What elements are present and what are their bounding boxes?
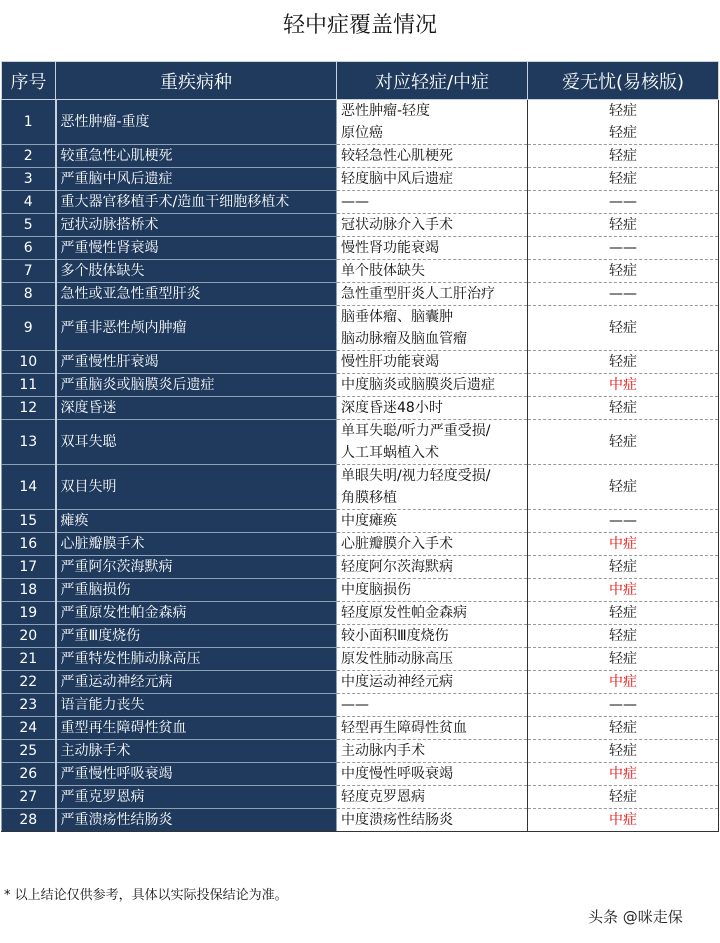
mild-condition-line: 原位癌 [341, 125, 383, 141]
coverage-result-line: 轻症 [609, 217, 637, 233]
row-number: 19 [2, 602, 56, 625]
table-row [2, 510, 719, 533]
mild-condition [337, 237, 528, 260]
row-number: 25 [2, 740, 56, 763]
table-row [2, 397, 719, 420]
coverage-result [528, 763, 719, 786]
coverage-result-line: 轻症 [609, 400, 637, 416]
coverage-result [528, 648, 719, 671]
table-row [2, 740, 719, 763]
coverage-result [528, 351, 719, 374]
coverage-result [528, 740, 719, 763]
mild-condition-line: 冠状动脉介入手术 [341, 217, 453, 233]
mild-condition-line: —— [341, 194, 369, 210]
coverage-result-line: 轻症 [609, 651, 637, 667]
mild-condition-line: 心脏瓣膜介入手术 [341, 536, 453, 552]
coverage-result-line: 中症 [609, 674, 637, 690]
mild-condition-line: 较轻急性心肌梗死 [341, 148, 453, 164]
row-number: 14 [2, 465, 56, 510]
row-number: 26 [2, 763, 56, 786]
coverage-result-line: 轻症 [609, 789, 637, 805]
coverage-result [528, 191, 719, 214]
table-row [2, 374, 719, 397]
coverage-result-line: 轻症 [609, 559, 637, 575]
mild-condition [337, 191, 528, 214]
mild-condition [337, 648, 528, 671]
row-number: 11 [2, 374, 56, 397]
mild-condition [337, 786, 528, 809]
mild-condition [337, 283, 528, 306]
mild-condition [337, 579, 528, 602]
coverage-result [528, 397, 719, 420]
row-number: 24 [2, 717, 56, 740]
mild-condition-line: 中度运动神经元病 [341, 674, 453, 690]
row-number: 5 [2, 214, 56, 237]
mild-condition-line: 中度溃疡性结肠炎 [341, 812, 453, 828]
coverage-result-line: 中症 [609, 766, 637, 782]
coverage-table [1, 61, 719, 832]
coverage-result-line: 轻症 [609, 720, 637, 736]
coverage-result-line: 轻症 [609, 743, 637, 759]
row-number: 22 [2, 671, 56, 694]
disease-name: 严重慢性呼吸衰竭 [56, 763, 337, 786]
coverage-result [528, 283, 719, 306]
coverage-result-line: 轻症 [609, 320, 637, 336]
coverage-result-line: 轻症 [609, 628, 637, 644]
table-row [2, 465, 719, 510]
mild-condition-line: 轻度克罗恩病 [341, 789, 425, 805]
table-row [2, 283, 719, 306]
row-number: 3 [2, 168, 56, 191]
disease-name: 冠状动脉搭桥术 [56, 214, 337, 237]
coverage-result [528, 556, 719, 579]
mild-condition [337, 374, 528, 397]
coverage-result-line: 中症 [609, 536, 637, 552]
disease-name: 语言能力丧失 [56, 694, 337, 717]
mild-condition-line: 中度脑炎或脑膜炎后遗症 [341, 377, 495, 393]
disease-name: 重型再生障碍性贫血 [56, 717, 337, 740]
coverage-result [528, 579, 719, 602]
mild-condition-line: 轻度脑中风后遗症 [341, 171, 453, 187]
coverage-result-line: 轻症 [609, 354, 637, 370]
mild-condition [337, 809, 528, 832]
coverage-result [528, 809, 719, 832]
coverage-result [528, 786, 719, 809]
table-row [2, 260, 719, 283]
mild-condition [337, 625, 528, 648]
mild-condition [337, 671, 528, 694]
coverage-result-line: 轻症 [609, 125, 637, 141]
coverage-result-line: 轻症 [609, 263, 637, 279]
row-number: 4 [2, 191, 56, 214]
mild-condition-line: —— [341, 697, 369, 713]
disease-name: 恶性肿瘤-重度 [56, 100, 337, 145]
table-row [2, 717, 719, 740]
row-number: 12 [2, 397, 56, 420]
mild-condition [337, 214, 528, 237]
mild-condition-line: 单耳失聪/听力严重受损/ [341, 423, 491, 439]
mild-condition [337, 740, 528, 763]
disease-name: 主动脉手术 [56, 740, 337, 763]
header-no: 序号 [2, 62, 56, 100]
row-number: 16 [2, 533, 56, 556]
mild-condition-line: 单个肢体缺失 [341, 263, 425, 279]
table-row [2, 420, 719, 465]
row-number: 21 [2, 648, 56, 671]
disease-name: 严重慢性肾衰竭 [56, 237, 337, 260]
coverage-result-line: 中症 [609, 812, 637, 828]
coverage-result [528, 694, 719, 717]
mild-condition-line: 脑动脉瘤及脑血管瘤 [341, 331, 467, 347]
disease-name: 严重非恶性颅内肿瘤 [56, 306, 337, 351]
mild-condition [337, 420, 528, 465]
row-number: 15 [2, 510, 56, 533]
coverage-result-line: —— [609, 697, 637, 713]
mild-condition [337, 260, 528, 283]
coverage-result [528, 465, 719, 510]
row-number: 28 [2, 809, 56, 832]
row-number: 18 [2, 579, 56, 602]
mild-condition-line: 人工耳蜗植入术 [341, 445, 439, 461]
disclaimer-note: * 以上结论仅供参考，具体以实际投保结论为准。 [4, 888, 288, 903]
table-row [2, 602, 719, 625]
row-number: 7 [2, 260, 56, 283]
mild-condition [337, 465, 528, 510]
disease-name: 双目失明 [56, 465, 337, 510]
table-row [2, 168, 719, 191]
coverage-result [528, 420, 719, 465]
mild-condition-line: 慢性肾功能衰竭 [341, 240, 439, 256]
coverage-result-line: 中症 [609, 582, 637, 598]
disease-name: 严重运动神经元病 [56, 671, 337, 694]
coverage-result-line: —— [609, 194, 637, 210]
disease-name: 重大器官移植手术/造血干细胞移植术 [56, 191, 337, 214]
mild-condition [337, 397, 528, 420]
mild-condition-line: 慢性肝功能衰竭 [341, 354, 439, 370]
coverage-result [528, 145, 719, 168]
mild-condition-line: 恶性肿瘤-轻度 [341, 103, 431, 119]
mild-condition [337, 510, 528, 533]
table-row [2, 809, 719, 832]
coverage-result-line: 轻症 [609, 103, 637, 119]
table-row [2, 648, 719, 671]
row-number: 9 [2, 306, 56, 351]
disease-name: 深度昏迷 [56, 397, 337, 420]
mild-condition [337, 306, 528, 351]
coverage-result-line: —— [609, 513, 637, 529]
coverage-result [528, 717, 719, 740]
mild-condition [337, 533, 528, 556]
disease-name: 严重阿尔茨海默病 [56, 556, 337, 579]
coverage-result [528, 533, 719, 556]
mild-condition [337, 145, 528, 168]
mild-condition [337, 556, 528, 579]
row-number: 27 [2, 786, 56, 809]
coverage-result-line: —— [609, 286, 637, 302]
coverage-result-line: —— [609, 240, 637, 256]
coverage-result-line: 轻症 [609, 171, 637, 187]
mild-condition [337, 694, 528, 717]
table-row [2, 191, 719, 214]
table-row [2, 533, 719, 556]
row-number: 8 [2, 283, 56, 306]
mild-condition-line: 轻度阿尔茨海默病 [341, 559, 453, 575]
table-row [2, 214, 719, 237]
disease-name: 严重特发性肺动脉高压 [56, 648, 337, 671]
row-number: 6 [2, 237, 56, 260]
header-result: 爱无忧(易核版) [528, 62, 719, 100]
table-row [2, 786, 719, 809]
coverage-result-line: 轻症 [609, 434, 637, 450]
coverage-result-line: 轻症 [609, 148, 637, 164]
mild-condition-line: 中度瘫痪 [341, 513, 397, 529]
coverage-result [528, 214, 719, 237]
table-row [2, 237, 719, 260]
row-number: 20 [2, 625, 56, 648]
disease-name: 严重脑损伤 [56, 579, 337, 602]
mild-condition [337, 100, 528, 145]
table-row [2, 694, 719, 717]
mild-condition-line: 中度脑损伤 [341, 582, 411, 598]
disease-name: 严重溃疡性结肠炎 [56, 809, 337, 832]
row-number: 17 [2, 556, 56, 579]
table-row [2, 100, 719, 145]
disease-name: 瘫痪 [56, 510, 337, 533]
row-number: 2 [2, 145, 56, 168]
coverage-result-line: 轻症 [609, 479, 637, 495]
table-row [2, 763, 719, 786]
disease-name: 多个肢体缺失 [56, 260, 337, 283]
mild-condition [337, 351, 528, 374]
mild-condition-line: 较小面积Ⅲ度烧伤 [341, 628, 449, 644]
coverage-result [528, 510, 719, 533]
disease-name: 严重原发性帕金森病 [56, 602, 337, 625]
mild-condition-line: 急性重型肝炎人工肝治疗 [341, 286, 495, 302]
mild-condition-line: 脑垂体瘤、脑囊肿 [341, 309, 453, 325]
table-row [2, 306, 719, 351]
coverage-result [528, 260, 719, 283]
coverage-result [528, 306, 719, 351]
mild-condition-line: 原发性肺动脉高压 [341, 651, 453, 667]
disease-name: 急性或亚急性重型肝炎 [56, 283, 337, 306]
disease-name: 严重克罗恩病 [56, 786, 337, 809]
coverage-result [528, 602, 719, 625]
row-number: 23 [2, 694, 56, 717]
header-mild: 对应轻症/中症 [337, 62, 528, 100]
table-row [2, 671, 719, 694]
mild-condition-line: 深度昏迷48小时 [341, 400, 443, 416]
coverage-result [528, 374, 719, 397]
header-disease: 重疾病种 [56, 62, 337, 100]
mild-condition-line: 单眼失明/视力轻度受损/ [341, 468, 491, 484]
disease-name: 双耳失聪 [56, 420, 337, 465]
mild-condition-line: 轻度原发性帕金森病 [341, 605, 467, 621]
coverage-result [528, 237, 719, 260]
table-row [2, 625, 719, 648]
row-number: 10 [2, 351, 56, 374]
mild-condition [337, 717, 528, 740]
mild-condition [337, 602, 528, 625]
disease-name: 心脏瓣膜手术 [56, 533, 337, 556]
coverage-result [528, 100, 719, 145]
disease-name: 严重Ⅲ度烧伤 [56, 625, 337, 648]
coverage-result [528, 625, 719, 648]
mild-condition-line: 主动脉内手术 [341, 743, 425, 759]
table-header [2, 62, 719, 100]
disease-name: 严重脑中风后遗症 [56, 168, 337, 191]
coverage-result-line: 轻症 [609, 605, 637, 621]
disease-name: 较重急性心肌梗死 [56, 145, 337, 168]
coverage-result [528, 168, 719, 191]
table-row [2, 556, 719, 579]
row-number: 13 [2, 420, 56, 465]
mild-condition-line: 角膜移植 [341, 490, 397, 506]
page-title: 轻中症覆盖情况 [282, 13, 437, 38]
row-number: 1 [2, 100, 56, 145]
disease-name: 严重脑炎或脑膜炎后遗症 [56, 374, 337, 397]
mild-condition [337, 168, 528, 191]
mild-condition-line: 中度慢性呼吸衰竭 [341, 766, 453, 782]
coverage-result-line: 中症 [609, 377, 637, 393]
table-row [2, 579, 719, 602]
watermark-brand: 头条 @咪走保 [588, 908, 683, 926]
table-row [2, 145, 719, 168]
coverage-result [528, 671, 719, 694]
table-row [2, 351, 719, 374]
mild-condition [337, 763, 528, 786]
mild-condition-line: 轻型再生障碍性贫血 [341, 720, 467, 736]
disease-name: 严重慢性肝衰竭 [56, 351, 337, 374]
